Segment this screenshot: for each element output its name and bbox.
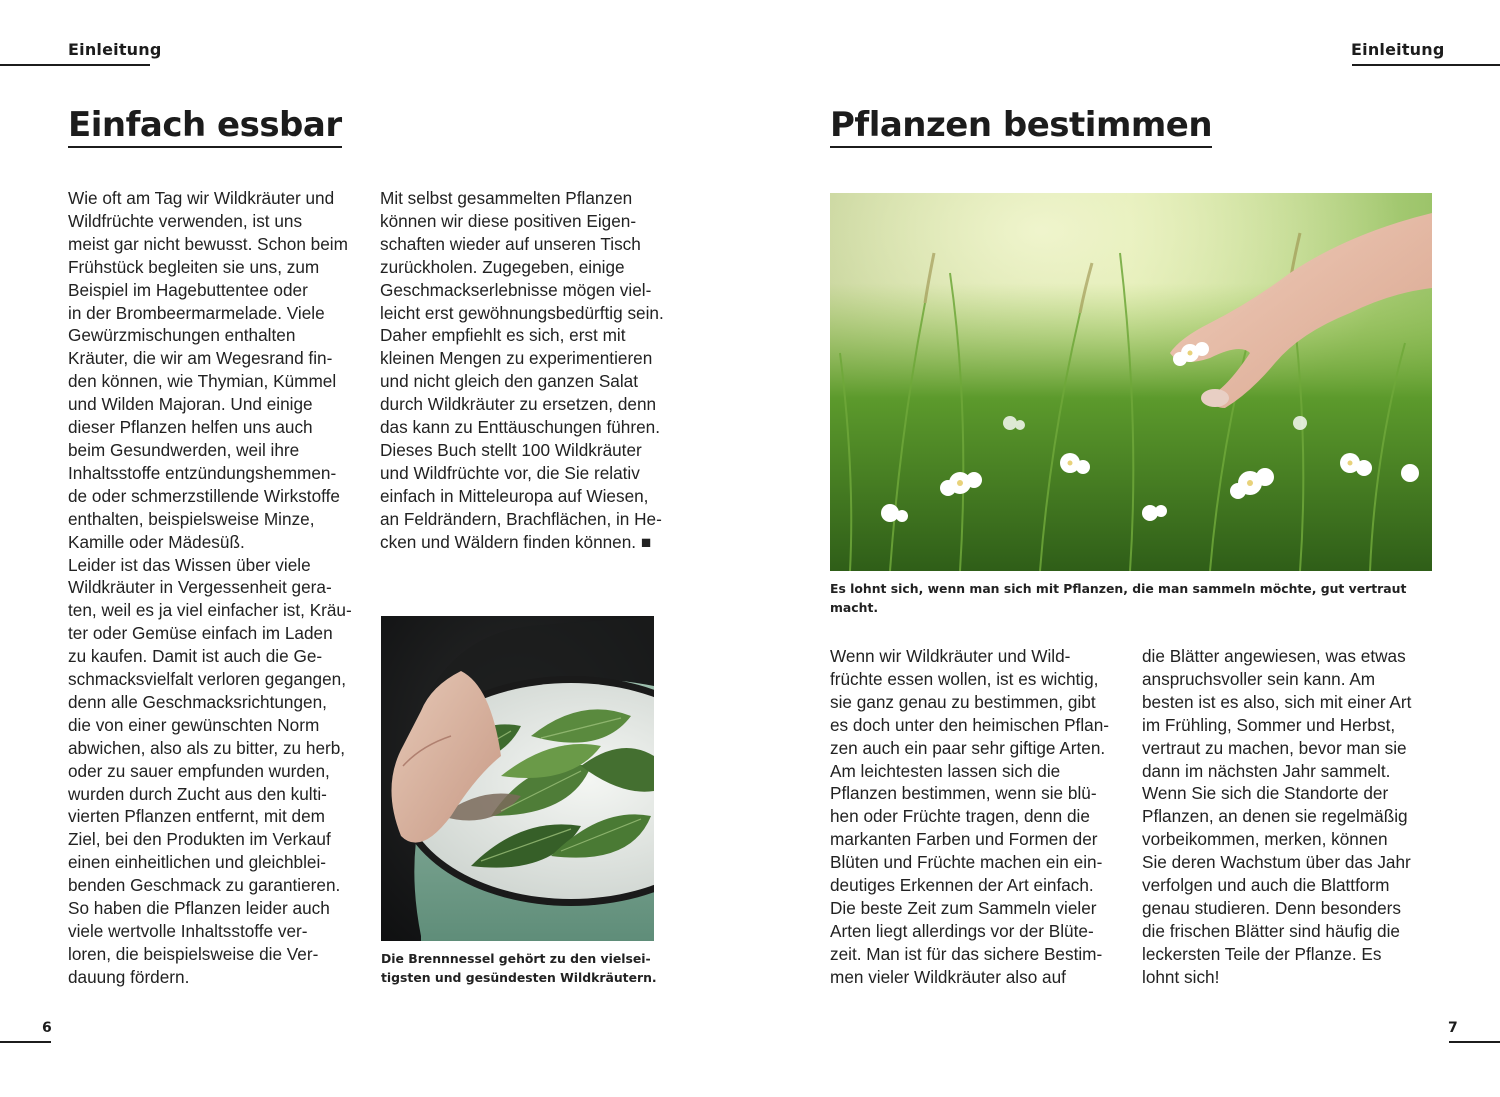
left-col1-text: Wie oft am Tag wir Wildkräuter und Wildfrüchte verwenden, ist uns meist gar nicht bewusst. Schon beim Frühstück begleiten sie uns, zum Beispiel im Hagebuttentee oder in der Brombeermarmelade. Viele Gewürzmischungen enthalten Kräuter, die wir am Wegesrand fin- den können, wie Thymian, Kümmel und Wilden Majoran. Und einige dieser Pflanzen helfen uns auch beim Gesundwerden, weil ihre Inhaltsstoffe entzündungshemmen- de oder schmerzstillende Wirkstoffe enthalten, beispielsweise Minze, Kamille oder Mädesüß. Leider ist das Wissen über viele Wildkräuter in Vergessenheit gera- ten, weil es ja viel einfacher ist, Kräu- ter oder Gemüse einfach im Laden zu kaufen. Damit ist auch die Ge- schmacksvielfalt verloren gegangen, denn alle Geschmacksrichtungen, die von einer gewünschten Norm abwichen, also als zu bitter, zu herb, oder zu sauer empfunden wurden, wurden durch Zucht aus den kulti- vierten Pflanzen entfernt, mit dem Ziel, bei den Produkten im Verkauf einen einheitlichen und gleichblei- benden Geschmack zu garantieren. So haben die Pflanzen leider auch viele wertvolle Inhaltsstoffe ver- loren, die beispielsweise die Ver- dauung fördern. <box>68 188 352 987</box>
right-footer-rule <box>1449 1041 1500 1043</box>
right-photo-caption: Es lohnt sich, wenn man sich mit Pflanzen, die man sammeln möchte, gut vertraut macht. <box>830 581 1407 615</box>
left-header-rule <box>0 64 150 66</box>
left-running-head: Einleitung <box>68 40 162 59</box>
right-text-column-2 <box>1142 645 1447 989</box>
meadow-flowers-photo <box>830 193 1432 571</box>
right-page-number: 7 <box>1448 1020 1458 1036</box>
right-header-rule <box>1352 64 1500 66</box>
right-text-column-1 <box>830 645 1135 989</box>
left-footer-rule <box>0 1041 51 1043</box>
right-running-head: Einleitung <box>1351 40 1445 59</box>
left-text-column-1 <box>68 187 368 989</box>
right-page-heading: Pflanzen bestimmen <box>830 104 1212 148</box>
nettle-bowl-photo <box>381 616 654 941</box>
left-text-column-2 <box>380 187 680 554</box>
left-col2-text: Mit selbst gesammelten Pflanzen können wir diese positiven Eigen- schaften wieder auf unseren Tisch zurückholen. Zugegeben, einige Geschmackserlebnisse mögen viel- leicht erst gewöhnungsbedürftig sein. Daher empfiehlt es sich, erst mit kleinen Mengen zu experimentieren und nicht gleich den ganzen Salat durch Wildkräuter zu ersetzen, denn das kann zu Enttäuschungen führen. Dieses Buch stellt 100 Wildkräuter und Wildfrüchte vor, die Sie relativ einfach in Mitteleuropa auf Wiesen, an Feldrändern, Brachflächen, in He- cken und Wäldern finden können. ■ <box>380 188 664 552</box>
right-col2-text: die Blätter angewiesen, was etwas anspruchsvoller sein kann. Am besten ist es also, sich mit einer Art im Frühling, Sommer und Herbst, vertraut zu machen, bevor man sie dann im nächsten Jahr sammelt. Wenn Sie sich die Standorte der Pflanzen, an denen sie regelmäßig vorbeikommen, merken, können Sie deren Wachstum über das Jahr verfolgen und auch die Blattform genau studieren. Denn besonders die frischen Blätter sind häufig die leckersten Teile der Pflanze. Es lohnt sich! <box>1142 646 1412 987</box>
right-col1-text: Wenn wir Wildkräuter und Wild- früchte essen wollen, ist es wichtig, sie ganz genau zu bestimmen, gibt es doch unter den heimischen Pflan- zen auch ein paar sehr giftige Arten. Am leichtesten lassen sich die Pflanzen bestimmen, wenn sie blü- hen oder Früchte tragen, denn die markanten Farben und Formen der Blüten und Früchte machen ein ein- deutiges Erkennen der Art einfach. Die beste Zeit zum Sammeln vieler Arten liegt allerdings vor der Blüte- zeit. Man ist für das sichere Bestim- men vieler Wildkräuter also auf <box>830 646 1109 987</box>
left-photo-caption: Die Brennnessel gehört zu den vielsei- tigsten und gesündesten Wildkräutern. <box>381 951 657 985</box>
left-page-number: 6 <box>42 1020 52 1036</box>
left-page-heading: Einfach essbar <box>68 104 342 148</box>
